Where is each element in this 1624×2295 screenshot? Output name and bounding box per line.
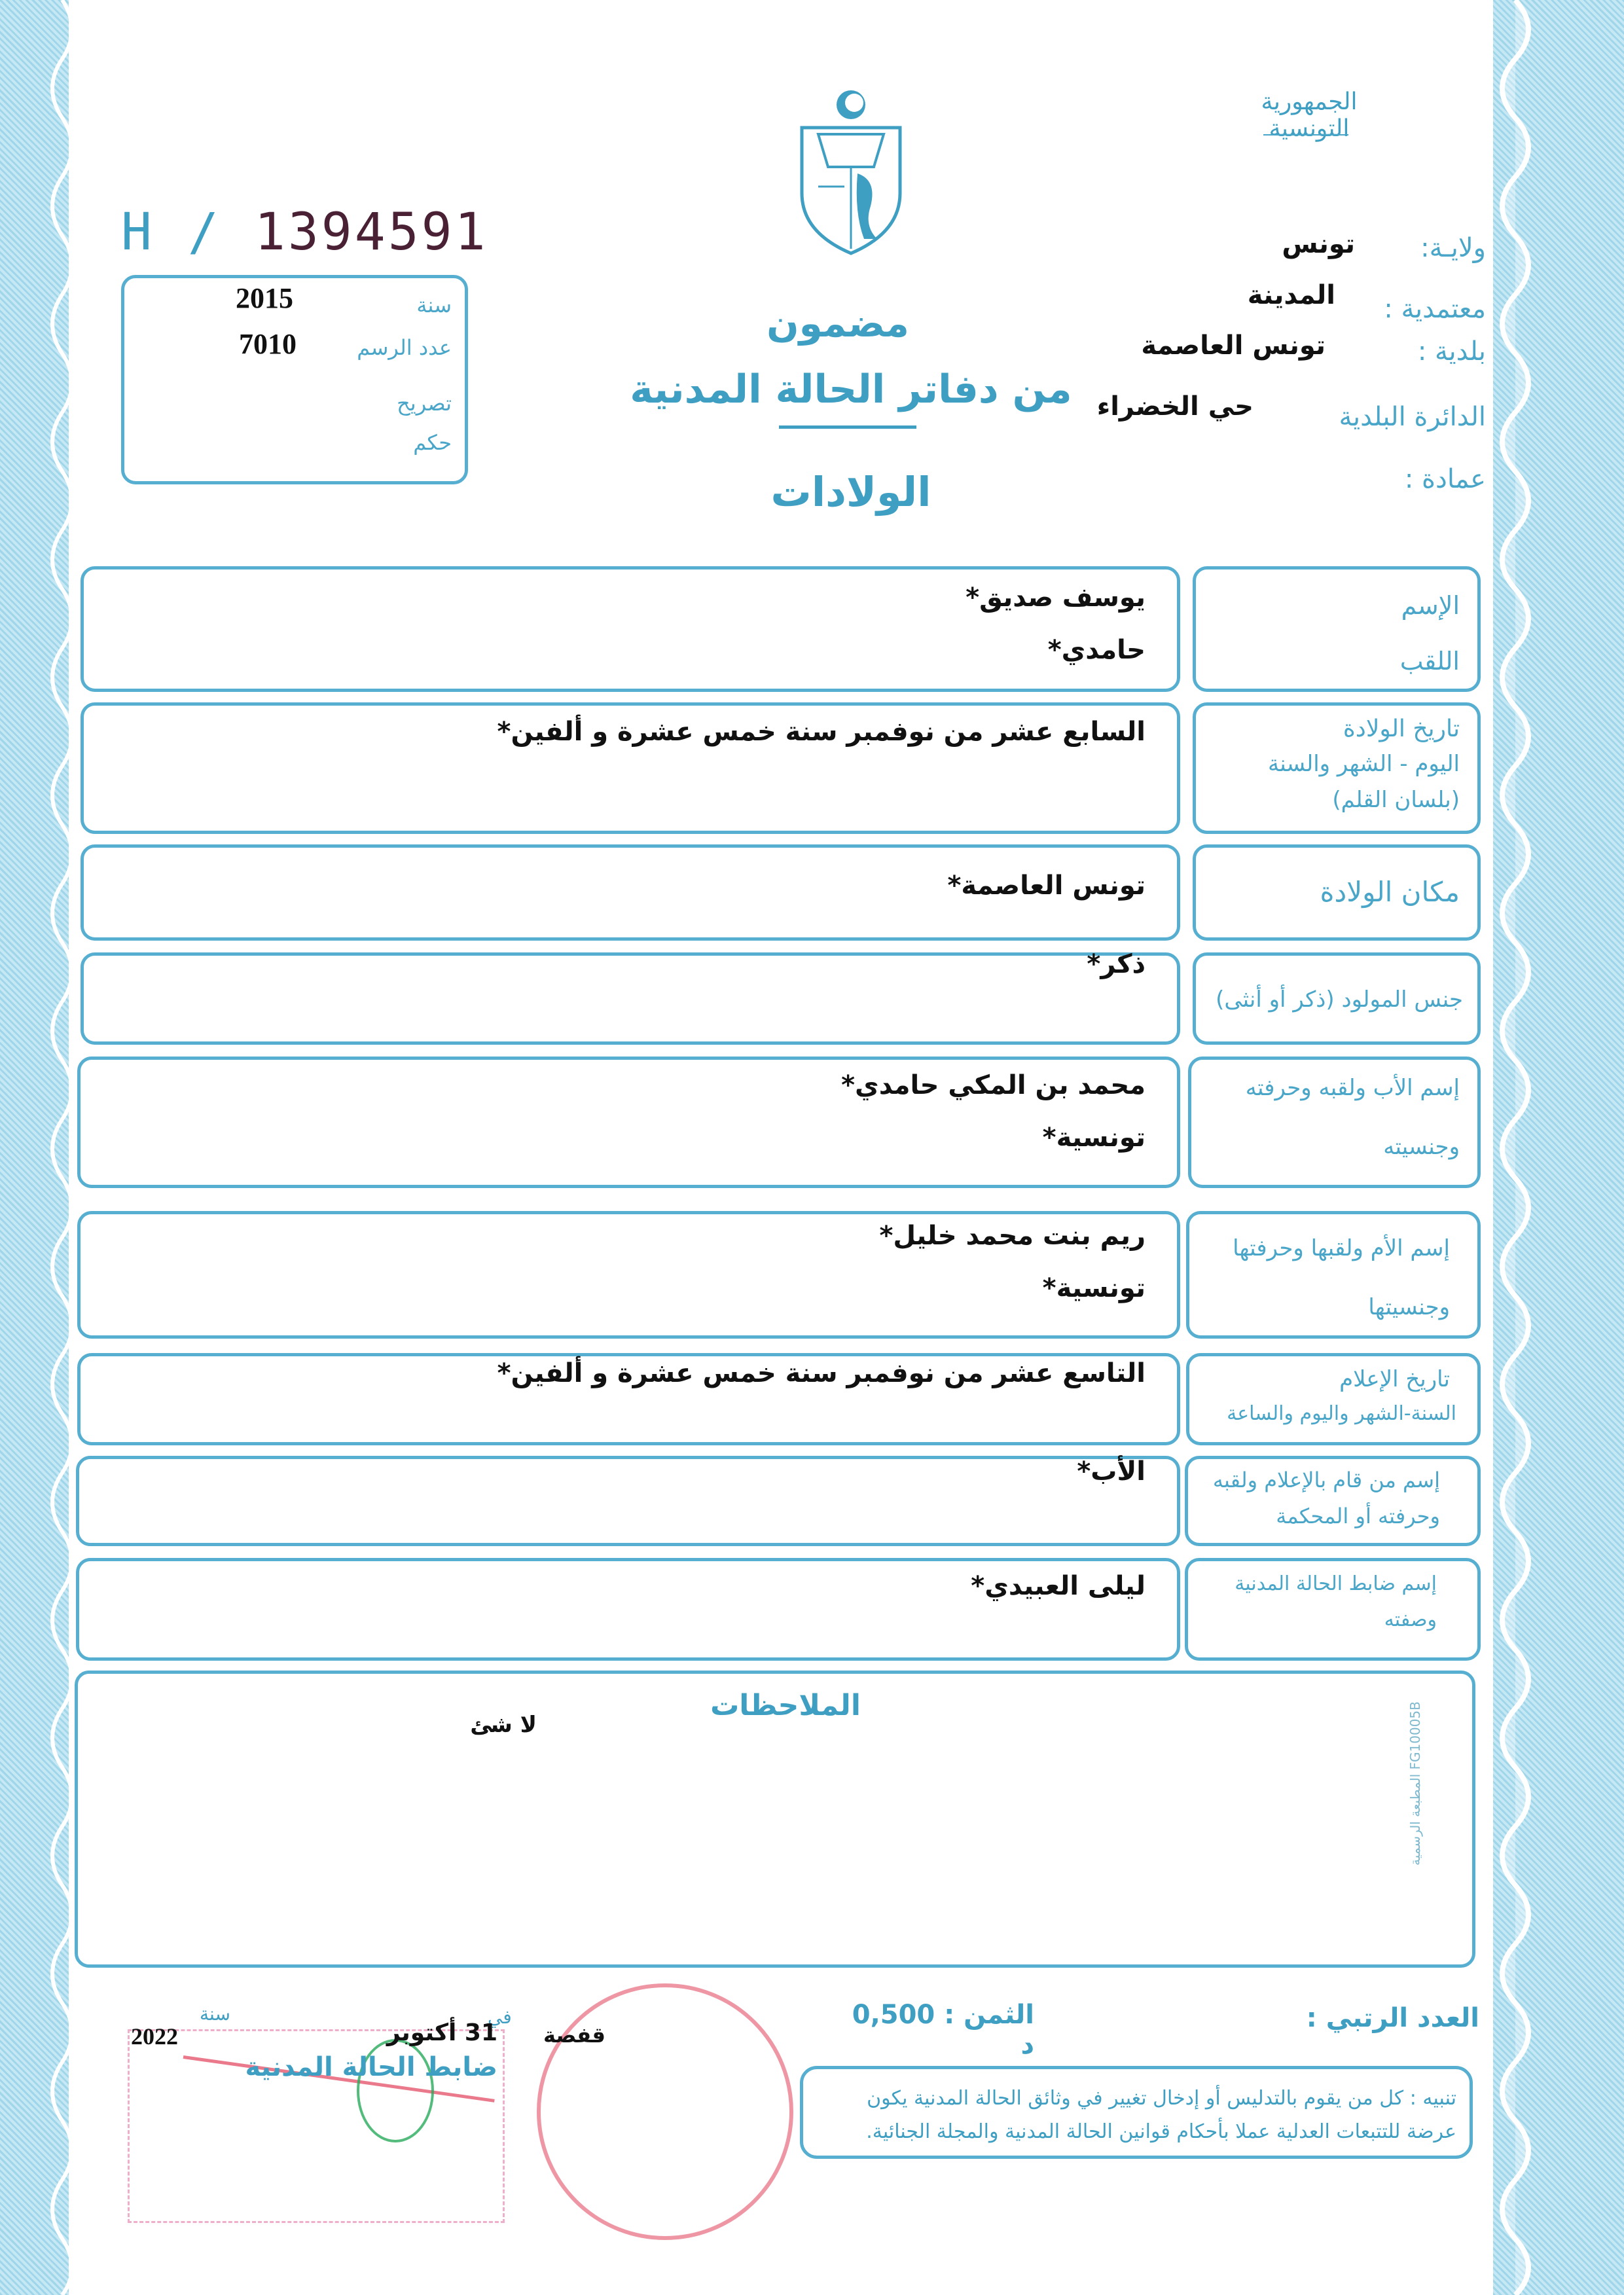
civil-officer-signature-label: ضابط الحالة المدنية (245, 2052, 497, 2082)
officer-capacity-label: وصفته (1384, 1608, 1437, 1631)
governorate-value: تونس (1282, 229, 1355, 259)
delegation-value: المدينة (1247, 280, 1335, 310)
birth-date-in-words-label: (بلسان القلم) (1332, 787, 1460, 813)
mother-nationality-value: تونسية* (1042, 1273, 1146, 1303)
delegation-label: معتمدية : (1384, 294, 1486, 324)
footer-year-value: 2022 (131, 2023, 178, 2050)
declarant-value: الأب* (1077, 1456, 1146, 1487)
printer-mark: المطبعة الرسمية FG10005B (1407, 1701, 1423, 1866)
footer-year-label: سنة (200, 2003, 230, 2025)
name-label: الإسم (1401, 591, 1460, 620)
year-value: 2015 (236, 282, 293, 314)
footer-in-label: في (488, 2006, 512, 2028)
officer-label: إسم ضابط الحالة المدنية (1235, 1572, 1437, 1595)
serial-prefix: H / (121, 203, 221, 262)
serial-number (121, 203, 488, 262)
declaration-date-sublabel: السنة-الشهر واليوم والساعة (1227, 1402, 1456, 1425)
wave-right (1486, 0, 1545, 2295)
municipality-value: تونس العاصمة (1141, 331, 1326, 361)
father-nationality-value: تونسية* (1042, 1123, 1146, 1153)
header-divider (1263, 134, 1348, 136)
surname-value: حامدي* (1047, 635, 1146, 665)
officer-value: ليلى العبيدي* (971, 1571, 1146, 1601)
father-nationality-label: وجنسيته (1383, 1134, 1460, 1160)
district-value: حي الخضراء (1096, 391, 1254, 422)
mother-name-value: ريم بنت محمد خليل* (879, 1221, 1146, 1251)
declaration-label: تصريح (397, 391, 452, 416)
birth-date-sublabel: اليوم - الشهر والسنة (1268, 751, 1460, 777)
sex-label: جنس المولود (ذكر أو أنثى) (1216, 986, 1463, 1013)
governorate-label: ولايـة: (1420, 233, 1486, 263)
father-name-value: محمد بن المكي حامدي* (841, 1070, 1146, 1100)
declarant-label: إسم من قام بالإعلام ولقبه (1212, 1468, 1440, 1492)
judgment-label: حكم (413, 430, 452, 455)
title-underline (779, 425, 916, 429)
birth-date-value: السابع عشر من نوفمبر سنة خمس عشرة و ألفين* (497, 717, 1146, 747)
municipality-label: بلدية : (1417, 336, 1486, 367)
title-extract: مضمون (767, 301, 909, 346)
price (838, 2000, 1034, 2060)
remarks-title: الملاحظات (710, 1689, 861, 1722)
price-value: 0,500 د (852, 2000, 1034, 2060)
footer-place: قفصة (543, 2023, 605, 2048)
declaration-date-value: التاسع عشر من نوفمبر سنة خمس عشرة و ألفين* (497, 1358, 1146, 1388)
district-label: الدائرة البلدية (1339, 402, 1486, 432)
record-number-label: عدد الرسم (357, 335, 452, 360)
birth-place-value: تونس العاصمة* (947, 871, 1146, 901)
mother-label: إسم الأم ولقبها وحرفتها (1233, 1235, 1450, 1261)
tunisia-emblem-icon (795, 82, 907, 255)
mother-nationality-label: وجنسيتها (1368, 1294, 1450, 1320)
birth-place-label: مكان الولادة (1320, 876, 1460, 908)
record-number-value: 7010 (239, 328, 297, 360)
notice-text: تنبيه : كل من يقوم بالتدليس أو إدخال تغيير في وثائق الحالة المدنية يكون عرضة للتتبعات العدلية عملا بأحكام قوانين الحالة المدنية والمجلة الجنائية. (866, 2087, 1456, 2143)
first-name-value: يوسف صديق* (965, 583, 1146, 613)
price-label: الثمن : (944, 2000, 1034, 2030)
birth-date-label: تاريخ الولادة (1343, 715, 1460, 742)
title-civil-registers: من دفاتر الحالة المدنية (630, 367, 1072, 412)
footer-date: 31 أكتوبر (386, 2019, 497, 2046)
ministry-round-stamp (537, 1983, 793, 2240)
serial-order-label: العدد الرتبي : (1306, 2003, 1479, 2033)
republic-title: الجمهورية التونسية (1261, 88, 1358, 142)
declarant-occupation-label: وحرفته أو المحكمة (1276, 1504, 1440, 1528)
title-births: الولادات (770, 468, 931, 516)
sector-label: عمادة : (1404, 464, 1486, 494)
father-label: إسم الأب ولقبه وحرفته (1245, 1075, 1460, 1101)
surname-label: اللقب (1399, 647, 1460, 676)
serial-digits: 1394591 (254, 203, 488, 262)
declaration-date-label: تاريخ الإعلام (1339, 1366, 1450, 1392)
remarks-value: لا شئ (470, 1712, 537, 1738)
year-label: سنة (416, 293, 452, 317)
sex-value: ذكر* (1087, 949, 1146, 979)
